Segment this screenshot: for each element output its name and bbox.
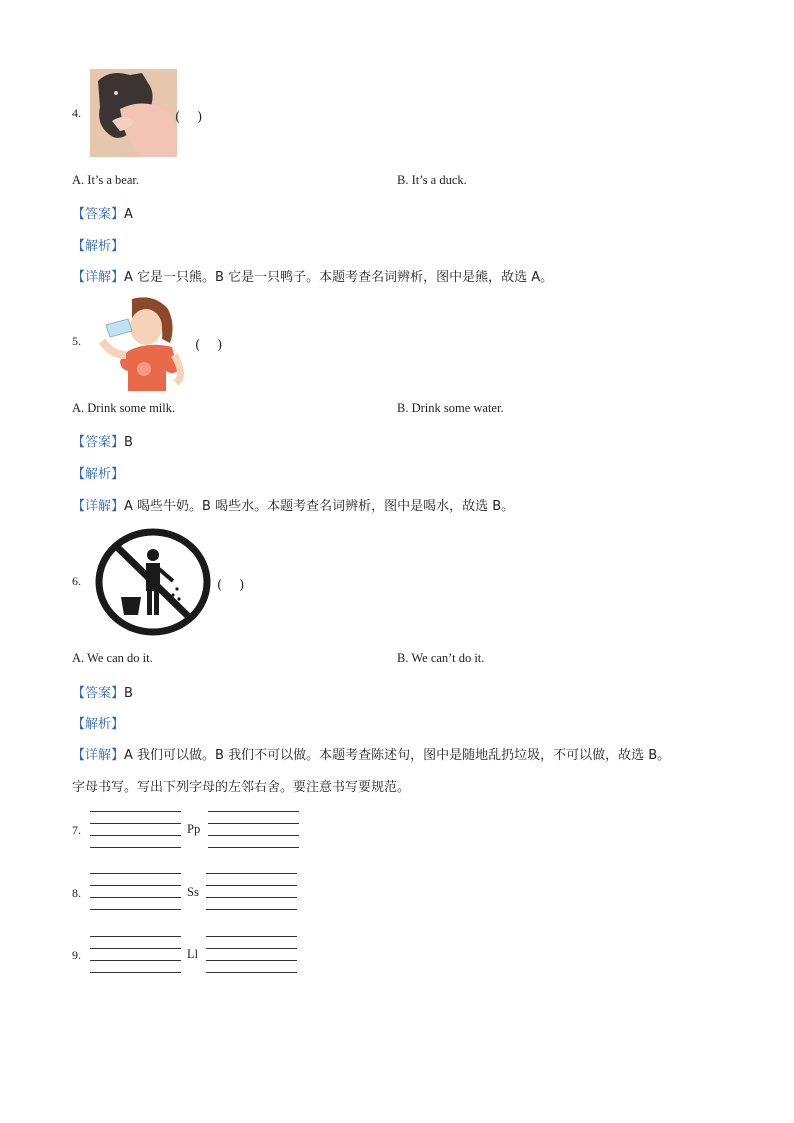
detail-label: 【详解】 bbox=[72, 499, 125, 514]
writing-line bbox=[90, 972, 181, 973]
detail-label: 【详解】 bbox=[72, 748, 125, 763]
section-instruction: 字母书写。写出下列字母的左邻右舍。要注意书写要规范。 bbox=[72, 780, 411, 795]
detail-text: A 我们可以做。B 我们不可以做。本题考查陈述句，图中是随地乱扔垃圾，不可以做，故选 B。 bbox=[124, 748, 671, 763]
letter-pair: Ss bbox=[187, 885, 199, 899]
writing-line bbox=[206, 909, 297, 910]
bear-hand-shadow-image bbox=[90, 69, 177, 157]
no-littering-sign-image bbox=[93, 527, 213, 637]
answer-value: B bbox=[124, 686, 133, 701]
writing-line bbox=[206, 960, 297, 961]
analysis-label: 【解析】 bbox=[72, 717, 125, 732]
analysis-label: 【解析】 bbox=[72, 467, 125, 482]
detail-line bbox=[72, 495, 514, 514]
answer-line bbox=[72, 682, 133, 701]
option-b: B. It’s a duck. bbox=[397, 173, 467, 187]
writing-line bbox=[90, 960, 181, 961]
answer-value: B bbox=[124, 435, 133, 450]
detail-text: A 它是一只熊。B 它是一只鸭子。本题考查名词辨析，图中是熊，故选 A。 bbox=[124, 270, 554, 285]
writing-line bbox=[90, 811, 181, 812]
detail-line bbox=[72, 266, 553, 285]
writing-line bbox=[90, 847, 181, 848]
option-a: A. Drink some milk. bbox=[72, 401, 176, 415]
writing-line bbox=[90, 835, 181, 836]
question-number: 4. bbox=[72, 106, 81, 120]
writing-line bbox=[206, 873, 297, 874]
writing-line bbox=[208, 811, 299, 812]
analysis-label: 【解析】 bbox=[72, 239, 125, 254]
writing-line bbox=[208, 823, 299, 824]
answer-parentheses: ( ) bbox=[195, 338, 223, 353]
question-number: 7. bbox=[72, 823, 81, 837]
detail-label: 【详解】 bbox=[72, 270, 125, 285]
answer-line bbox=[72, 431, 133, 450]
analysis-line bbox=[72, 235, 124, 254]
answer-label: 【答案】 bbox=[72, 686, 125, 701]
writing-line bbox=[90, 936, 181, 937]
detail-line bbox=[72, 744, 670, 763]
answer-parentheses: ( ) bbox=[175, 110, 203, 125]
writing-line bbox=[90, 823, 181, 824]
writing-line bbox=[206, 936, 297, 937]
writing-line bbox=[90, 909, 181, 910]
letter-pair: Ll bbox=[187, 947, 199, 961]
question-number: 8. bbox=[72, 886, 81, 900]
question-number: 6. bbox=[72, 574, 81, 588]
option-b: B. We can’t do it. bbox=[397, 651, 485, 665]
answer-line bbox=[72, 203, 133, 222]
analysis-line bbox=[72, 463, 124, 482]
writing-line bbox=[90, 897, 181, 898]
answer-label: 【答案】 bbox=[72, 435, 125, 450]
writing-line bbox=[90, 873, 181, 874]
writing-line bbox=[208, 835, 299, 836]
option-b: B. Drink some water. bbox=[397, 401, 504, 415]
writing-line bbox=[206, 885, 297, 886]
writing-line bbox=[206, 948, 297, 949]
writing-line bbox=[206, 897, 297, 898]
writing-line bbox=[206, 972, 297, 973]
answer-label: 【答案】 bbox=[72, 207, 125, 222]
question-number: 9. bbox=[72, 948, 81, 962]
analysis-line bbox=[72, 713, 124, 732]
writing-line bbox=[90, 885, 181, 886]
answer-parentheses: ( ) bbox=[217, 578, 245, 593]
question-number: 5. bbox=[72, 334, 81, 348]
answer-value: A bbox=[124, 207, 133, 222]
detail-text: A 喝些牛奶。B 喝些水。本题考查名词辨析，图中是喝水，故选 B。 bbox=[124, 499, 515, 514]
girl-drinking-water-image bbox=[92, 295, 190, 391]
option-a: A. It’s a bear. bbox=[72, 173, 139, 187]
letter-pair: Pp bbox=[187, 822, 201, 836]
option-a: A. We can do it. bbox=[72, 651, 153, 665]
writing-line bbox=[90, 948, 181, 949]
writing-line bbox=[208, 847, 299, 848]
